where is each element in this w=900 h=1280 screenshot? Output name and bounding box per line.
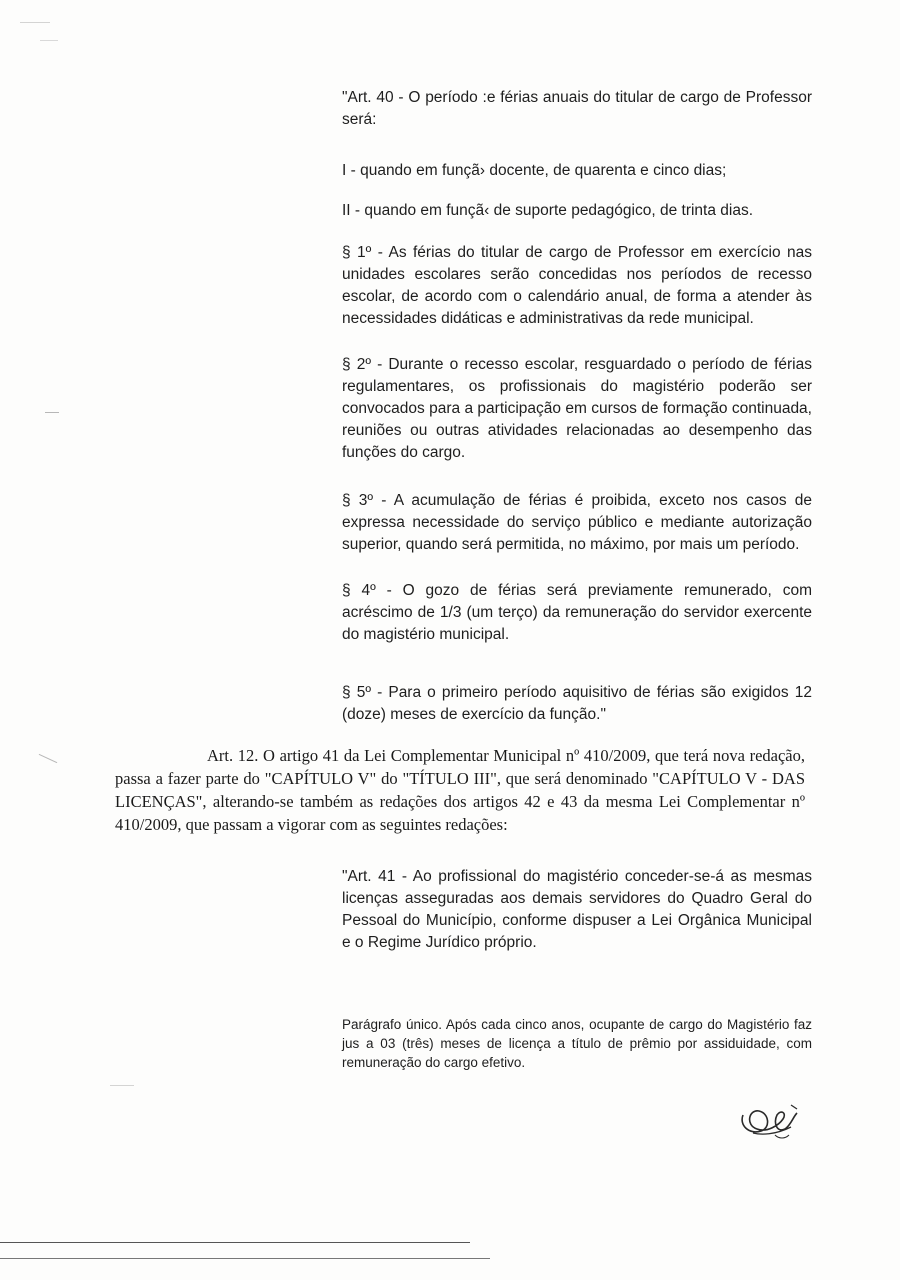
art12-text: Art. 12. O artigo 41 da Lei Complementar Municipal nº 410/2009, que terá nova redação, passa a fazer parte do "CAPÍTULO V" do "TÍTULO III", que será denominado "CAPÍTULO V - DAS LICENÇAS", alterando-se também as redações dos artigos 42 e 43 da mesma Lei Complementar nº 410/2009, que passam a vigorar com as seguintes redações: xyxy=(115,746,805,834)
paragraph-5-text: § 5º - Para o primeiro período aquisitivo de férias são exigidos 12 (doze) meses de exercício da função." xyxy=(342,684,812,723)
paragraph-4-text: § 4º - O gozo de férias será previamente remunerado, com acréscimo de 1/3 (um terço) da remuneração do servidor exercente do magistério municipal. xyxy=(342,582,812,643)
footer-rule-bottom xyxy=(0,1258,490,1259)
art40-paragraph-4 xyxy=(342,580,812,646)
art40-paragraph-1 xyxy=(342,242,812,330)
paragraph-3-text: § 3º - A acumulação de férias é proibida, exceto nos casos de expressa necessidade do serviço público e mediante autorização superior, quando será permitida, no máximo, por mais um período. xyxy=(342,492,812,553)
art40-inciso-i xyxy=(342,160,812,182)
footer-rule-top xyxy=(0,1242,470,1243)
art40-intro: "Art. 40 - O período :e férias anuais do titular de cargo de Professor será: xyxy=(342,89,812,128)
art40-paragraph-5 xyxy=(342,682,812,726)
inciso-i-text: I - quando em funçã› docente, de quarenta e cinco dias; xyxy=(342,162,727,179)
paragraph-1-text: § 1º - As férias do titular de cargo de Professor em exercício nas unidades escolares serão concedidas nos períodos de recesso escolar, de acordo com o calendário anual, de forma a atender às necessidades didáticas e administrativas da rede municipal. xyxy=(342,244,812,327)
paragraph-2-text: § 2º - Durante o recesso escolar, resguardado o período de férias regulamentares, os profissionais do magistério poderão ser convocados para a participação em cursos de formação continuada, reuniões ou outras atividades relacionadas ao desempenho das funções do cargo. xyxy=(342,356,812,461)
scan-speck xyxy=(39,754,58,763)
art12-section xyxy=(115,744,805,836)
art40-caput xyxy=(342,87,812,131)
scan-speck xyxy=(45,412,59,413)
art41-paragrafo-unico xyxy=(342,1015,812,1072)
signature-initials xyxy=(735,1095,805,1150)
inciso-ii-text: II - quando em funçã‹ de suporte pedagógico, de trinta dias. xyxy=(342,202,754,219)
art40-paragraph-3 xyxy=(342,490,812,556)
art40-paragraph-2 xyxy=(342,354,812,464)
art40-inciso-ii xyxy=(342,200,812,222)
paragrafo-unico-text: Parágrafo único. Após cada cinco anos, ocupante de cargo do Magistério faz jus a 03 (três) meses de licença a título de prêmio por assiduidade, com remuneração do cargo efetivo. xyxy=(342,1017,812,1070)
art41-caput xyxy=(342,866,812,954)
scan-speck xyxy=(110,1085,134,1086)
art41-text: "Art. 41 - Ao profissional do magistério conceder-se-á as mesmas licenças asseguradas aos demais servidores do Quadro Geral do Pessoal do Município, conforme dispuser a Lei Orgânica Municipal e o Regime Jurídico próprio. xyxy=(342,868,812,951)
scan-speck xyxy=(20,22,50,23)
scan-speck xyxy=(40,40,58,41)
